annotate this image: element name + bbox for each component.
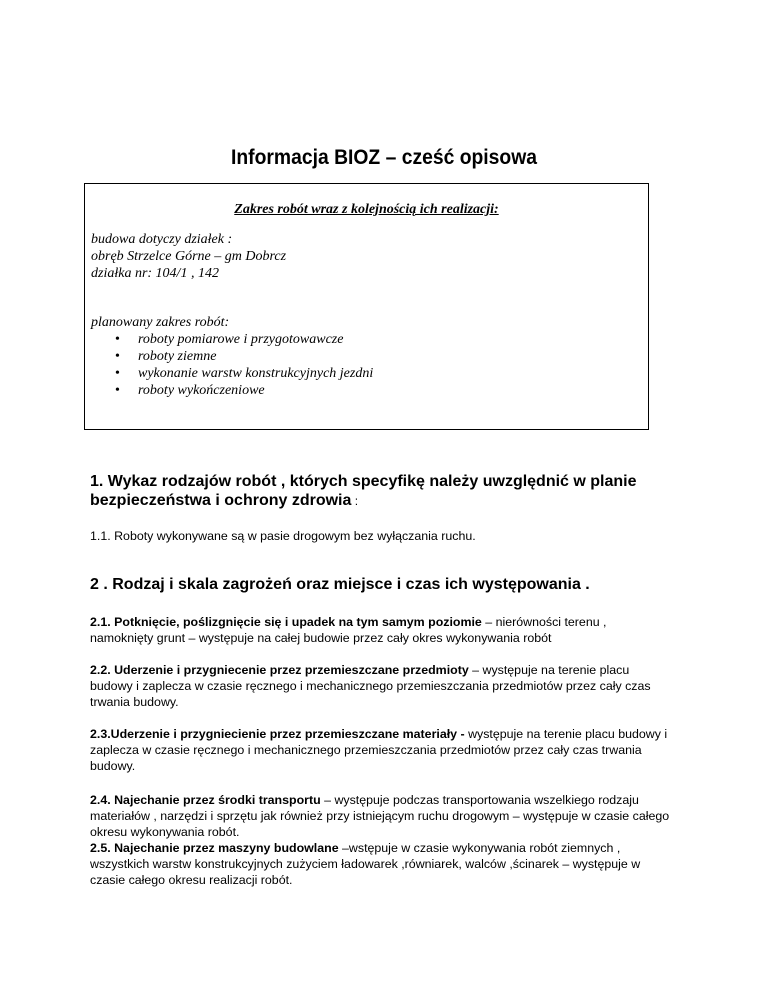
list-item-text: roboty ziemne [138,349,217,364]
hazard-item-text: –wstępuje w czasie wykonywania robót ziemnych , wszystkich warstw konstrukcyjnych zużyciem ładowarek ,równiarek, walców ,ścinarek – występuje w czasie całego okresu realizacji robót. [90,841,641,887]
list-item-text: roboty wykończeniowe [138,383,265,398]
works-list [91,331,373,399]
section-1-heading [90,472,637,511]
hazard-item [90,726,670,774]
hazard-item-title: 2.1. Potknięcie, poślizgnięcie się i upadek na tym samym poziomie [90,615,482,629]
hazard-item-text: – występuje na terenie placu budowy i zaplecza w czasie ręcznego i mechanicznego przemieszczania przedmiotów przez cały czas trwania budowy. [90,663,651,709]
hazard-item-title: 2.4. Najechanie przez środki transportu [90,793,321,807]
list-item [91,382,373,399]
scope-heading: Zakres robót wraz z kolejnością ich realizacji: [234,202,499,217]
plot-line: działka nr: 104/1 , 142 [91,266,219,281]
bullet-icon: • [115,332,120,347]
hazard-item [90,792,670,840]
hazard-item-text: występuje na terenie placu budowy i zaplecza w czasie ręcznego i mechanicznego przemieszczania przedmiotów przez cały czas trwania budowy. [90,727,668,773]
bullet-icon: • [115,366,120,381]
bullet-icon: • [115,383,120,398]
section-1-heading-line: 1. Wykaz rodzajów robót , których specyfikę należy uwzględnić w planie [90,473,637,490]
hazard-item-text: – występuje podczas transportowania wszelkiego rodzaju materiałów , narzędzi i sprzętu jak również przy istniejącym ruchu drogowym – występuje w czasie całego okresu wykonywania robót. [90,793,670,839]
hazard-item [90,840,670,888]
plot-info [91,231,286,282]
section-1-heading-suffix: : [351,494,359,508]
hazard-item [90,662,670,710]
page-title: Informacja BIOZ – cześć opisowa [230,146,537,169]
item-1-1: 1.1. Roboty wykonywane są w pasie drogowym bez wyłączania ruchu. [90,529,476,543]
list-item [91,365,373,382]
hazard-item-title: 2.2. Uderzenie i przygniecenie przez przemieszczane przedmioty [90,663,469,677]
list-item-text: wykonanie warstw konstrukcyjnych jezdni [138,366,374,381]
bullet-icon: • [115,349,120,364]
hazard-item-title: 2.3.Uderzenie i przygniecienie przez przemieszczane materiały - [90,727,465,741]
hazard-item [90,614,670,646]
list-item [91,331,373,348]
list-item [91,348,373,365]
scope-box [84,183,649,430]
hazard-item-text: – nierówności terenu , namoknięty grunt – występuje na całej budowie przez cały okres wykonywania robót [90,615,607,645]
section-1-heading-text: bezpieczeństwa i ochrony zdrowia [90,492,352,509]
hazard-item-title: 2.5. Najechanie przez maszyny budowlane [90,841,339,855]
section-2-heading: 2 . Rodzaj i skala zagrożeń oraz miejsce i czas ich występowania . [90,576,590,593]
section-1-heading-line [90,491,637,511]
plot-line: obręb Strzelce Górne – gm Dobrcz [91,249,287,264]
plot-line: budowa dotyczy działek : [91,232,233,247]
works-label: planowany zakres robót: [91,315,230,330]
list-item-text: roboty pomiarowe i przygotowawcze [138,332,344,347]
